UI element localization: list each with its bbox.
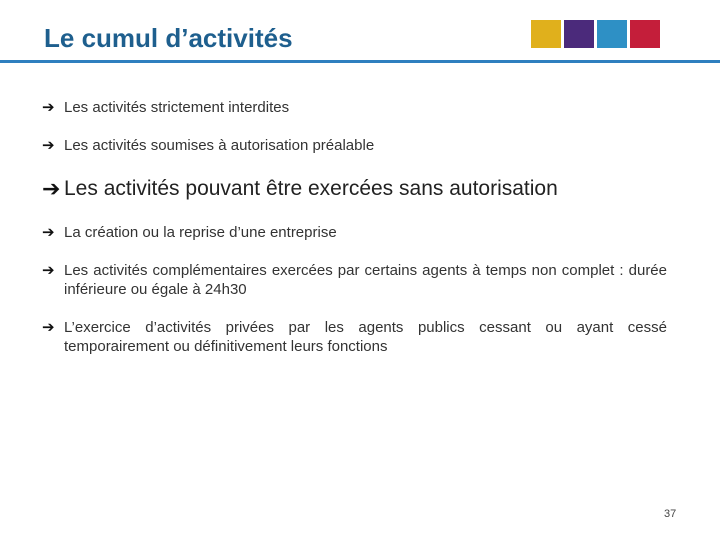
bullet-item — [42, 261, 667, 299]
arrow-right-icon: ➔ — [42, 176, 61, 201]
bullet-text: Les activités pouvant être exercées sans autorisation — [64, 177, 558, 200]
bullet-text: Les activités soumises à autorisation préalable — [64, 137, 375, 154]
yellow-square — [531, 20, 561, 48]
arrow-right-icon: ➔ — [42, 319, 55, 336]
arrow-right-icon: ➔ — [42, 137, 55, 154]
blue-square — [597, 20, 627, 48]
red-square — [630, 20, 660, 48]
bullet-item — [42, 98, 289, 117]
purple-square — [564, 20, 594, 48]
arrow-right-icon: ➔ — [42, 224, 55, 241]
bullet-text: L’exercice d’activités privées par les agents publics cessant ou ayant cessé temporairement ou définitivement leurs fonctions — [64, 319, 667, 355]
page-number: 37 — [664, 508, 677, 520]
bullet-text: Les activités strictement interdites — [64, 99, 290, 116]
bullet-item-heading — [42, 176, 558, 202]
bullet-item — [42, 136, 374, 155]
bullet-item — [42, 223, 337, 242]
color-squares — [531, 20, 660, 48]
title-rule — [0, 60, 720, 63]
page-title: Le cumul d’activités — [44, 23, 293, 53]
bullet-item — [42, 318, 667, 356]
arrow-right-icon: ➔ — [42, 262, 55, 279]
arrow-right-icon: ➔ — [42, 99, 55, 116]
bullet-text: La création ou la reprise d’une entreprise — [64, 224, 337, 241]
bullet-text: Les activités complémentaires exercées par certains agents à temps non complet : durée inférieure ou égale à 24h30 — [64, 262, 667, 298]
